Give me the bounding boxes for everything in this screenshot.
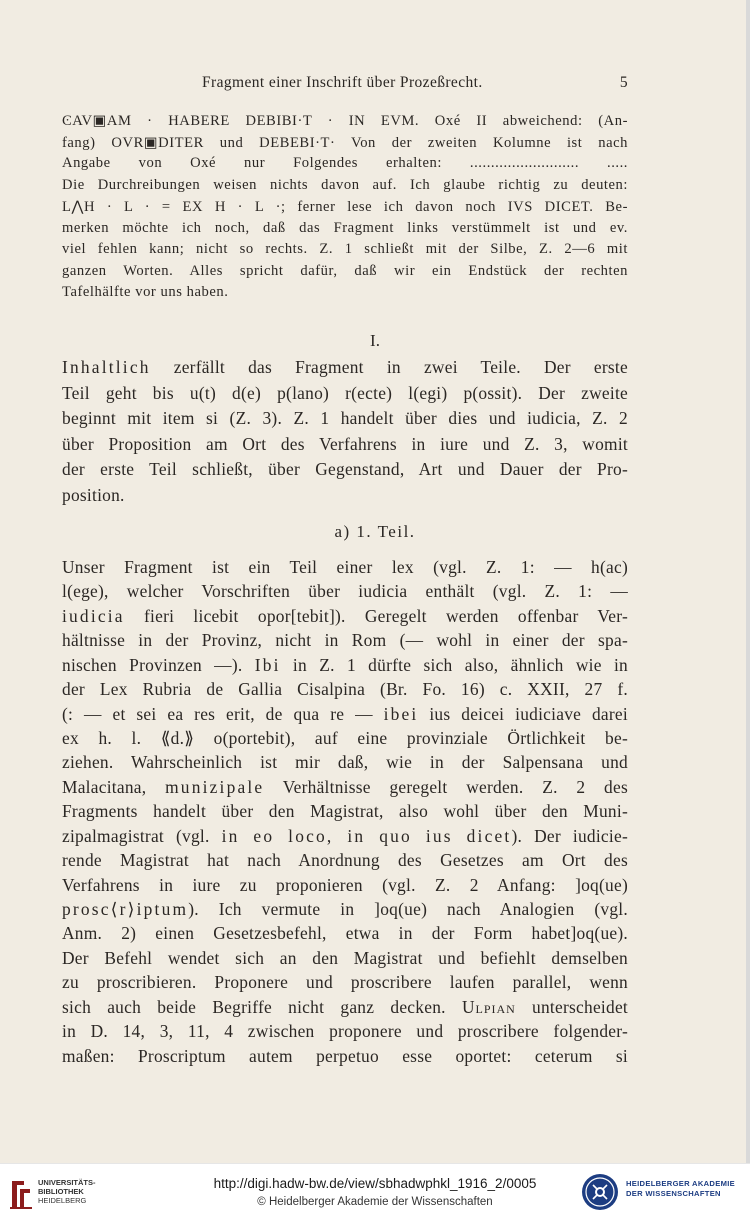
small-caps-name: Ulpian: [461, 996, 516, 1017]
note-line: ganzen Worten. Alles spricht dafür, daß wir ein Endstück der rechten: [62, 262, 628, 279]
text-line: Der Befehl wendet sich an den Magistrat und befiehlt demselben: [62, 947, 628, 968]
spaced-word: Inhaltlich: [62, 357, 151, 377]
footer-bar: [0, 1163, 750, 1217]
text-line: hältnisse in der Provinz, nicht in Rom (— wohl in einer der spa-: [62, 630, 628, 651]
copyright-notice: © Heidelberger Akademie der Wissenschaften: [257, 1196, 493, 1208]
running-title: Fragment einer Inschrift über Prozeßrecht.: [202, 74, 483, 91]
academy-name: HEIDELBERGER AKADEMIE DER WISSENSCHAFTEN: [626, 1179, 735, 1198]
text-line: ex h. l. ⟪d.⟫ o(portebit), auf eine provinziale Örtlichkeit be-: [62, 728, 628, 748]
text-line: über Proposition am Ort des Verfahrens in iure und Z. 3, womit: [62, 433, 628, 454]
note-line: ϾAV▣AM · HABERE DEBIBI·T · IN EVM. Oxé II abweichend: (An-: [62, 113, 628, 129]
note-line: Angabe von Oxé nur Folgendes erhalten: .......................... .....: [62, 155, 628, 171]
spaced-word: ibei: [383, 703, 419, 724]
text-line: iudicia fieri licebit opor[tebit]). Geregelt werden offenbar Ver-: [62, 605, 628, 626]
text-line: (: — et sei ea res erit, de qua re — ibei ius deicei iudiciave darei: [62, 703, 628, 724]
note-line: merken möchte ich noch, daß das Fragment links verstümmelt ist und ev.: [62, 219, 628, 236]
text-line: der erste Teil schließt, über Gegenstand, Art und Dauer der Pro-: [62, 459, 628, 480]
note-line: L⋀H · L · = EX H · L ·; ferner lese ich davon noch IVS DICET. Be-: [62, 199, 628, 215]
spaced-word: in eo loco, in quo ius dicet: [221, 825, 512, 846]
text-line: beginnt mit item si (Z. 3). Z. 1 handelt über dies und iudicia, Z. 2: [62, 408, 628, 429]
section-heading: I.: [370, 331, 380, 350]
note-line: viel fehlen kann; nicht so rechts. Z. 1 schließt mit der Silbe, Z. 2—6 mit: [62, 241, 628, 257]
page-number: 5: [619, 74, 628, 91]
text-line: Fragments handelt über den Magistrat, also wohl über den Muni-: [62, 801, 628, 822]
text-line: Anm. 2) einen Gesetzesbefehl, etwa in der Form habet]oq(ue).: [62, 923, 628, 944]
running-header: [62, 74, 628, 94]
spaced-word: iudicia: [62, 605, 125, 626]
text-line: ziehen. Wahrscheinlich ist mir daß, wie in der Salpensana und: [62, 752, 628, 773]
text-line: der Lex Rubria de Gallia Cisalpina (Br. Fo. 16) c. XXII, 27 f.: [62, 679, 628, 700]
spaced-word: Ibi: [254, 654, 281, 675]
text-line: sich auch beide Begriffe nicht ganz decken. Ulpian unterscheidet: [62, 996, 628, 1017]
text-line: in D. 14, 3, 11, 4 zwischen proponere und proscribere folgender-: [62, 1021, 628, 1042]
university-library-name: UNIVERSITÄTS- BIBLIOTHEK HEIDELBERG: [38, 1178, 96, 1205]
text-line: rende Magistrat hat nach Anordnung des Gesetzes am Ort des: [62, 850, 628, 871]
text-line: Verfahrens in iure zu proponieren (vgl. Z. 2 Anfang: ]oq(ue): [62, 874, 628, 895]
text-line: maßen: Proscriptum autem perpetuo esse oportet: ceterum si: [62, 1045, 628, 1066]
subheading: a) 1. Teil.: [334, 522, 416, 541]
text-line: Teil geht bis u(t) d(e) p(lano) r(ecte) l(egi) p(ossit). Der zweite: [62, 382, 628, 403]
spaced-word: prosc⟨r⟩iptum: [62, 899, 189, 920]
text-line: nischen Provinzen —). Ibi in Z. 1 dürfte sich also, ähnlich wie in: [62, 654, 628, 675]
text-line: zu proscribieren. Proponere und proscribere laufen parallel, wenn: [62, 972, 628, 993]
text-line: Unser Fragment ist ein Teil einer lex (vgl. Z. 1: — h(ac): [62, 557, 628, 577]
text-line: zipalmagistrat (vgl. in eo loco, in quo ius dicet). Der iudicie-: [62, 825, 628, 846]
permalink-url[interactable]: http://digi.hadw-bw.de/view/sbhadwphkl_1916_2/0005: [213, 1176, 537, 1191]
spaced-word: munizipale: [165, 776, 265, 797]
text-line: Inhaltlich zerfällt das Fragment in zwei Teile. Der erste: [62, 357, 628, 377]
note-line: Die Durchreibungen weisen nichts davon auf. Ich glaube richtig zu deuten:: [62, 176, 628, 193]
text-line: prosc⟨r⟩iptum). Ich vermute in ]oq(ue) nach Analogien (vgl.: [62, 899, 628, 920]
text-line: l(ege), welcher Vorschriften über iudicia enthält (vgl. Z. 1: —: [62, 581, 628, 602]
note-line: fang) OVR▣DITER und DEBEBI·T· Von der zweiten Kolumne ist nach: [62, 134, 628, 151]
note-line: Tafelhälfte vor uns haben.: [62, 284, 229, 300]
academy-seal-icon[interactable]: [580, 1172, 620, 1217]
text-line: position.: [62, 485, 125, 505]
text-line: Malacitana, munizipale Verhältnisse geregelt werden. Z. 2 des: [62, 776, 628, 797]
